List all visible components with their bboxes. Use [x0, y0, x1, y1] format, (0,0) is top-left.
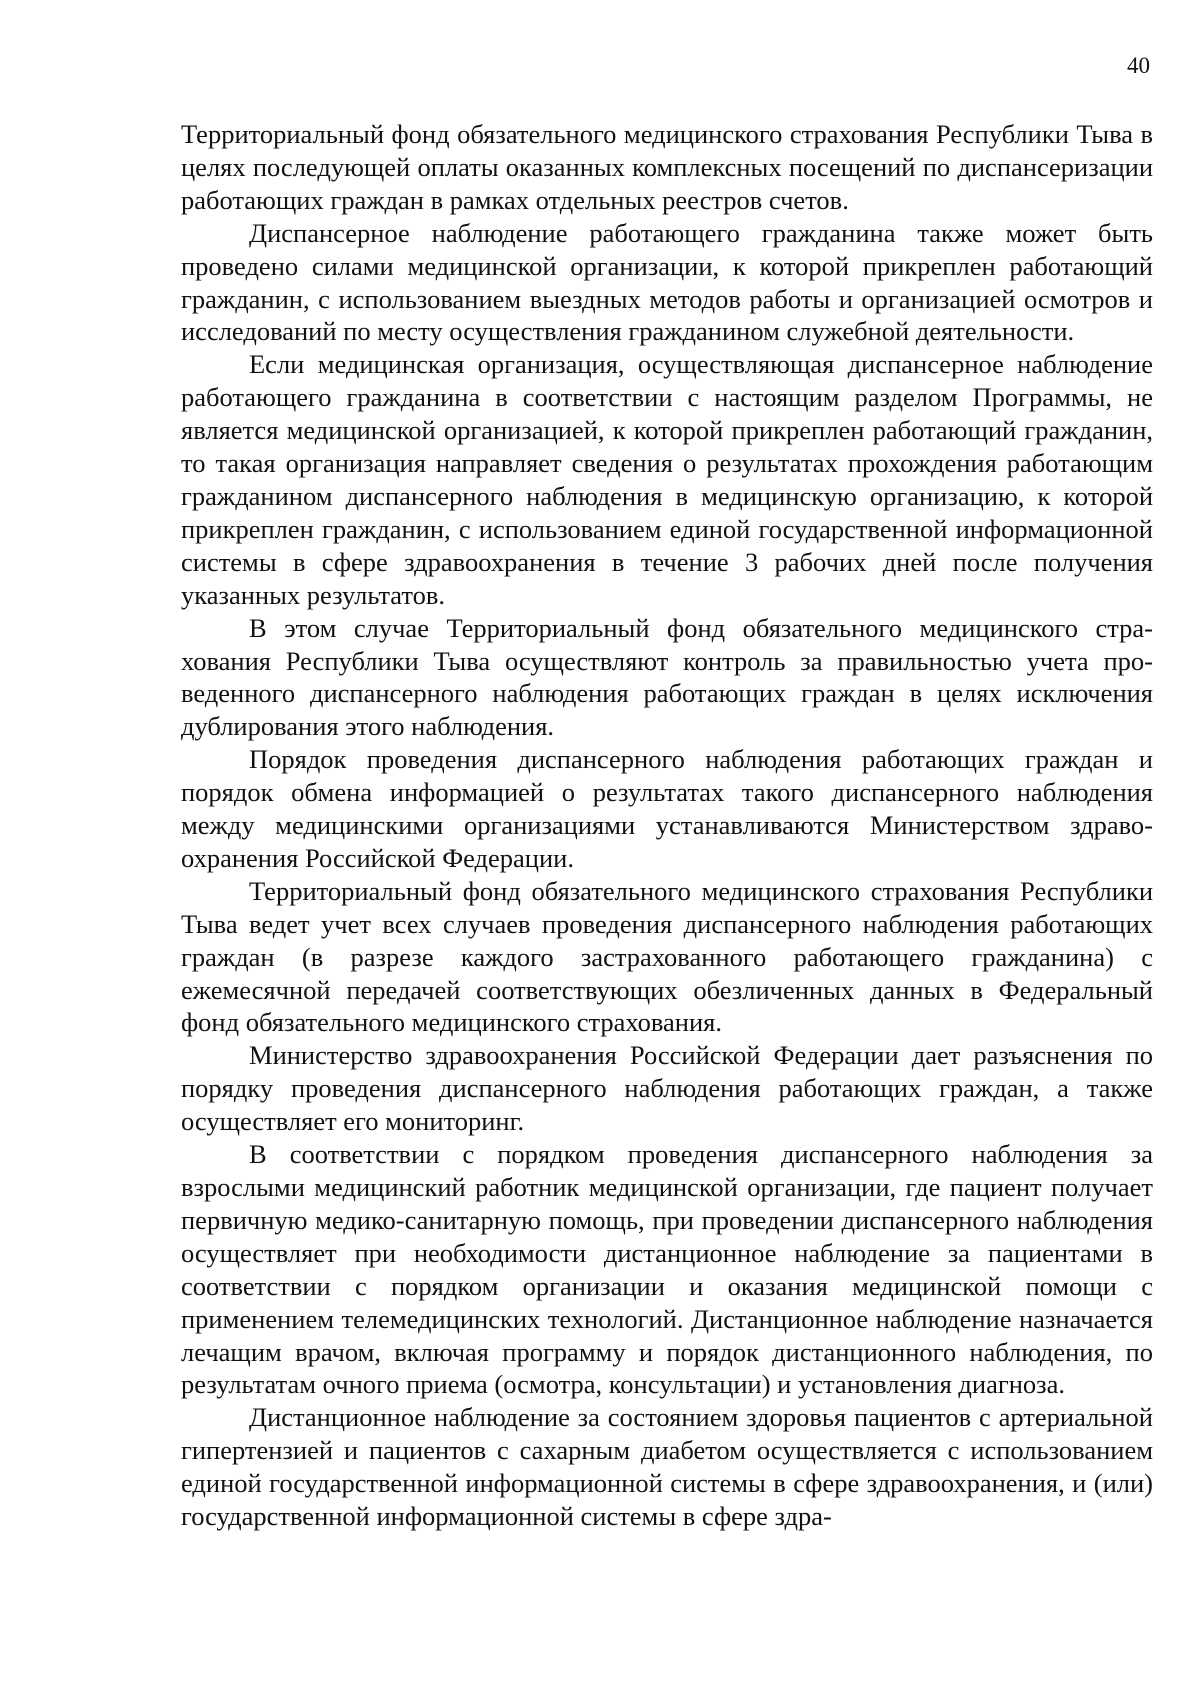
paragraph: В этом случае Территориальный фонд обязательного медицинского страхования Республики Тыва осуществляют контроль за правильностью учета проведенного диспансерного наблюдения работающих граждан в целях исключения дублирования этого наблюдения.	[181, 612, 1153, 742]
page-number: 40	[1127, 53, 1150, 78]
paragraph: Территориальный фонд обязательного медицинского страхования Республики Тыва в целях последующей оплаты оказанных комплексных посещений по диспансеризации работающих граждан в рамках отдельных реестров счетов.	[181, 119, 1153, 215]
paragraph: Министерство здравоохранения Российской Федерации дает разъяснения по порядку проведения диспансерного наблюдения работающих граждан, а также осуществляет его мониторинг.	[181, 1040, 1153, 1137]
paragraph: В соответствии с порядком проведения диспансерного наблюдения за взрослыми медицинский работник медицинской организации, где пациент получает первичную медико-санитарную помощь, при проведении диспансерного наблюдения осуществляет при необходимости дистанционное наблюдение за пациентами в соответствии с порядком организации и оказания медицинской помощи с применением телемедицинских технологий. Дистанционное наблюдение назначается лечащим врачом, включая программу и порядок дистанционного наблюдения, по результатам очного приема (осмотра, консультации) и установления диагноза.	[181, 1139, 1153, 1400]
body-text	[181, 118, 1153, 1533]
paragraph: Территориальный фонд обязательного медицинского страхования Республики Тыва ведет учет всех случаев проведения диспансерного наблюдения работающих граждан (в разрезе каждого застрахованного работающего гражданина) с ежемесячной передачей соответствующих обезличенных данных в Федеральный фонд обязательного медицинского страхования.	[181, 875, 1153, 1038]
paragraph: Диспансерное наблюдение работающего гражданина также может быть проведено силами медицинской организации, к которой прикреплен работающий гражданин, с использованием выездных методов работы и организацией осмотров и исследований по месту осуществления гражданином служебной деятельности.	[181, 217, 1153, 347]
paragraph: Дистанционное наблюдение за состоянием здоровья пациентов с артериальной гипертензией и пациентов с сахарным диабетом осуществляется с использованием единой государственной информационной системы в сфере здравоохранения, и (или) государственной информационной системы в сфере здра-	[181, 1402, 1153, 1532]
paragraph: Если медицинская организация, осуществляющая диспансерное наблюдение работающего гражданина в соответствии с настоящим разделом Программы, не является медицинской организацией, к которой прикреплен работающий гражданин, то такая организация направляет сведения о результатах прохождения работающим гражданином диспансерного наблюдения в медицинскую организацию, к которой прикреплен гражданин, с использованием единой государственной информационной системы в сфере здравоохранения в течение 3 рабочих дней после получения указанных результатов.	[181, 349, 1153, 610]
paragraph: Порядок проведения диспансерного наблюдения работающих граждан и порядок обмена информацией о результатах такого диспансерного наблюдения между медицинскими организациями устанавливаются Министерством здравоохранения Российской Федерации.	[181, 744, 1153, 873]
